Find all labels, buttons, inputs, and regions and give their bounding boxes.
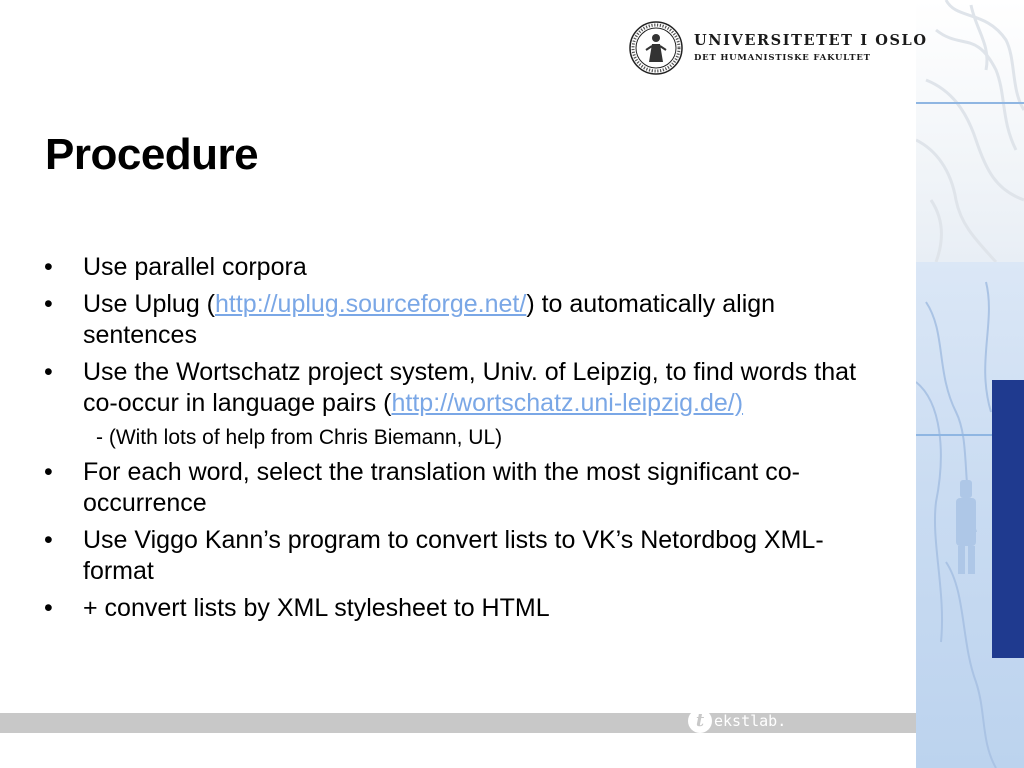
bullet-text: Use Uplug (: [83, 290, 215, 318]
bullet-icon: •: [44, 594, 53, 622]
bullet-text: + convert lists by XML stylesheet to HTML: [83, 594, 550, 622]
accent-bar: [992, 380, 1024, 658]
bullet-text: For each word, select the translation with the most significant co-occurrence: [83, 458, 800, 517]
bullet-item: [44, 525, 894, 587]
wortschatz-link[interactable]: http://wortschatz.uni-leipzig.de/): [391, 389, 744, 417]
bullet-item: [44, 357, 894, 419]
slide-title: Procedure: [45, 130, 259, 179]
tekstlab-text: ekstlab.: [714, 712, 787, 730]
uplug-link[interactable]: http://uplug.sourceforge.net/: [215, 290, 527, 318]
bullet-text: Use the Wortschatz project system, Univ. of Leipzig, to find words that co-occur in language pairs (: [83, 358, 857, 417]
bullet-icon: •: [44, 458, 53, 486]
university-name: UNIVERSITETET I OSLO: [694, 32, 928, 49]
bullet-text: ) to automatically align sentences: [83, 290, 776, 349]
bullet-text: Use parallel corpora: [83, 253, 307, 281]
bullet-item: [44, 593, 894, 624]
university-logo: [628, 18, 928, 76]
university-seal-icon: [628, 20, 684, 76]
tekstlab-t-icon: t: [688, 709, 712, 733]
slide-content: [44, 252, 894, 630]
bullet-text: Use Viggo Kann’s program to convert lists to VK’s Netordbog XML-format: [83, 526, 824, 585]
bullet-item: [44, 457, 894, 519]
sub-note: - (With lots of help from Chris Biemann, UL): [96, 426, 503, 449]
bullet-icon: •: [44, 290, 53, 318]
bullet-item: [44, 252, 894, 283]
divider-line: [916, 102, 1024, 104]
bullet-icon: •: [44, 253, 53, 281]
bullet-icon: •: [44, 526, 53, 554]
sculpture-sketch-icon: [916, 0, 1024, 262]
sculpture-image: [916, 0, 1024, 262]
bullet-item: [44, 289, 894, 351]
faculty-name: DET HUMANISTISKE FAKULTET: [694, 53, 871, 63]
bullet-icon: •: [44, 358, 53, 386]
